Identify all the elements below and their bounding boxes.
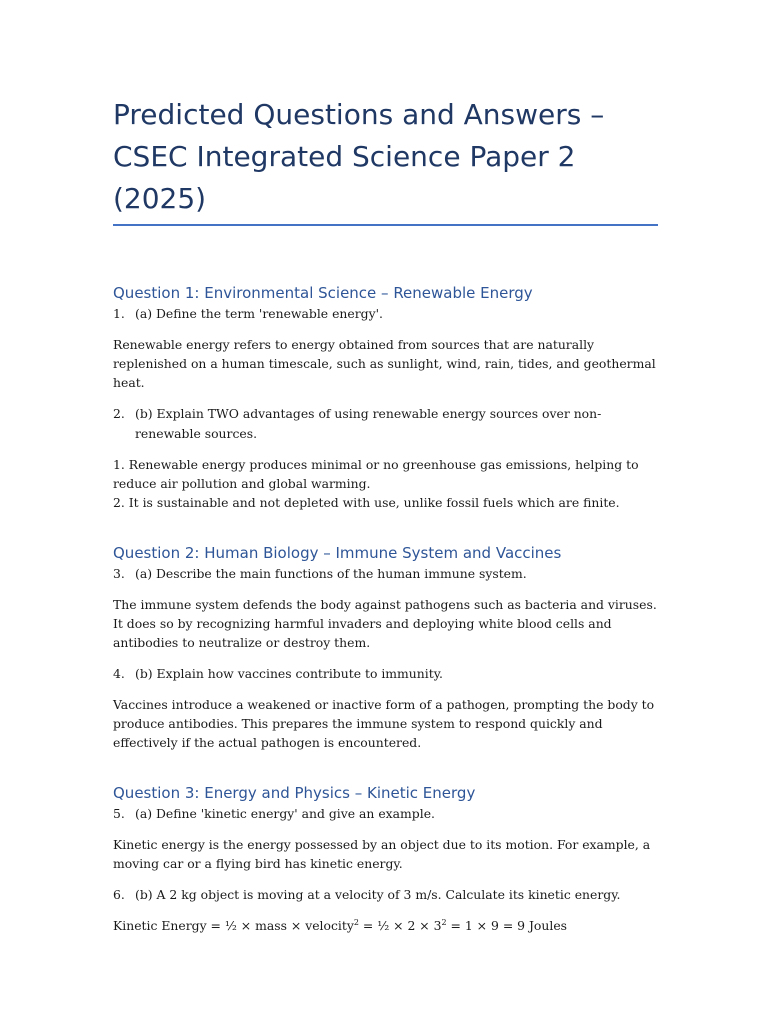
question-text: (a) Define the term 'renewable energy'.: [135, 306, 383, 321]
section-heading: Question 2: Human Biology – Immune System and Vaccines: [113, 544, 562, 562]
title-line-1: Predicted Questions and Answers –: [113, 98, 605, 131]
formula-part-1: Kinetic Energy = ½ × mass × velocity: [113, 918, 354, 933]
question-number: 5.: [113, 806, 125, 821]
question-text: (b) Explain how vaccines contribute to immunity.: [135, 666, 443, 681]
section-heading: Question 3: Energy and Physics – Kinetic Energy: [113, 784, 476, 802]
formula-part-3: = 1 × 9 = 9 Joules: [446, 918, 568, 933]
page-title: [113, 94, 658, 226]
answer-line: 2. It is sustainable and not depleted with use, unlike fossil fuels which are finite.: [113, 495, 620, 510]
document-page: [113, 94, 658, 947]
section-question-2: [113, 542, 658, 752]
formula-part-2: = ½ × 2 × 3: [358, 918, 442, 933]
question-item: [113, 404, 658, 444]
question-text: (b) Explain TWO advantages of using renewable energy sources over non-renewable sources.: [135, 406, 602, 441]
section-question-3: [113, 782, 658, 935]
question-number: 2.: [113, 406, 125, 421]
answer-formula: [113, 916, 658, 935]
question-number: 6.: [113, 887, 125, 902]
question-item: [113, 664, 658, 684]
formula-exponent-1: 2: [353, 917, 359, 927]
section-heading: Question 1: Environmental Science – Renewable Energy: [113, 284, 533, 302]
answer-text: Renewable energy refers to energy obtained from sources that are naturally replenished on a human timescale, such as sunlight, wind, rain, tides, and geothermal heat.: [113, 337, 656, 390]
section-question-1: [113, 282, 658, 512]
question-item: [113, 804, 658, 824]
question-text: (b) A 2 kg object is moving at a velocity of 3 m/s. Calculate its kinetic energy.: [135, 887, 621, 902]
question-text: (a) Define 'kinetic energy' and give an example.: [135, 806, 435, 821]
question-item: [113, 304, 658, 324]
formula-exponent-2: 2: [441, 917, 447, 927]
answer-text: [113, 455, 658, 512]
question-item: [113, 885, 658, 905]
question-number: 1.: [113, 306, 125, 321]
question-item: [113, 564, 658, 584]
title-line-2: CSEC Integrated Science Paper 2 (2025): [113, 140, 576, 215]
question-number: 3.: [113, 566, 125, 581]
question-text: (a) Describe the main functions of the human immune system.: [135, 566, 527, 581]
question-number: 4.: [113, 666, 125, 681]
answer-text: The immune system defends the body against pathogens such as bacteria and viruses. It does so by recognizing harmful invaders and deploying white blood cells and antibodies to neutralize or destroy them.: [113, 597, 657, 650]
answer-line: 1. Renewable energy produces minimal or no greenhouse gas emissions, helping to reduce air pollution and global warming.: [113, 457, 639, 491]
answer-text: Kinetic energy is the energy possessed by an object due to its motion. For example, a moving car or a flying bird has kinetic energy.: [113, 837, 651, 871]
answer-text: Vaccines introduce a weakened or inactive form of a pathogen, prompting the body to produce antibodies. This prepares the immune system to respond quickly and effectively if the actual pathogen is encountered.: [113, 697, 655, 750]
